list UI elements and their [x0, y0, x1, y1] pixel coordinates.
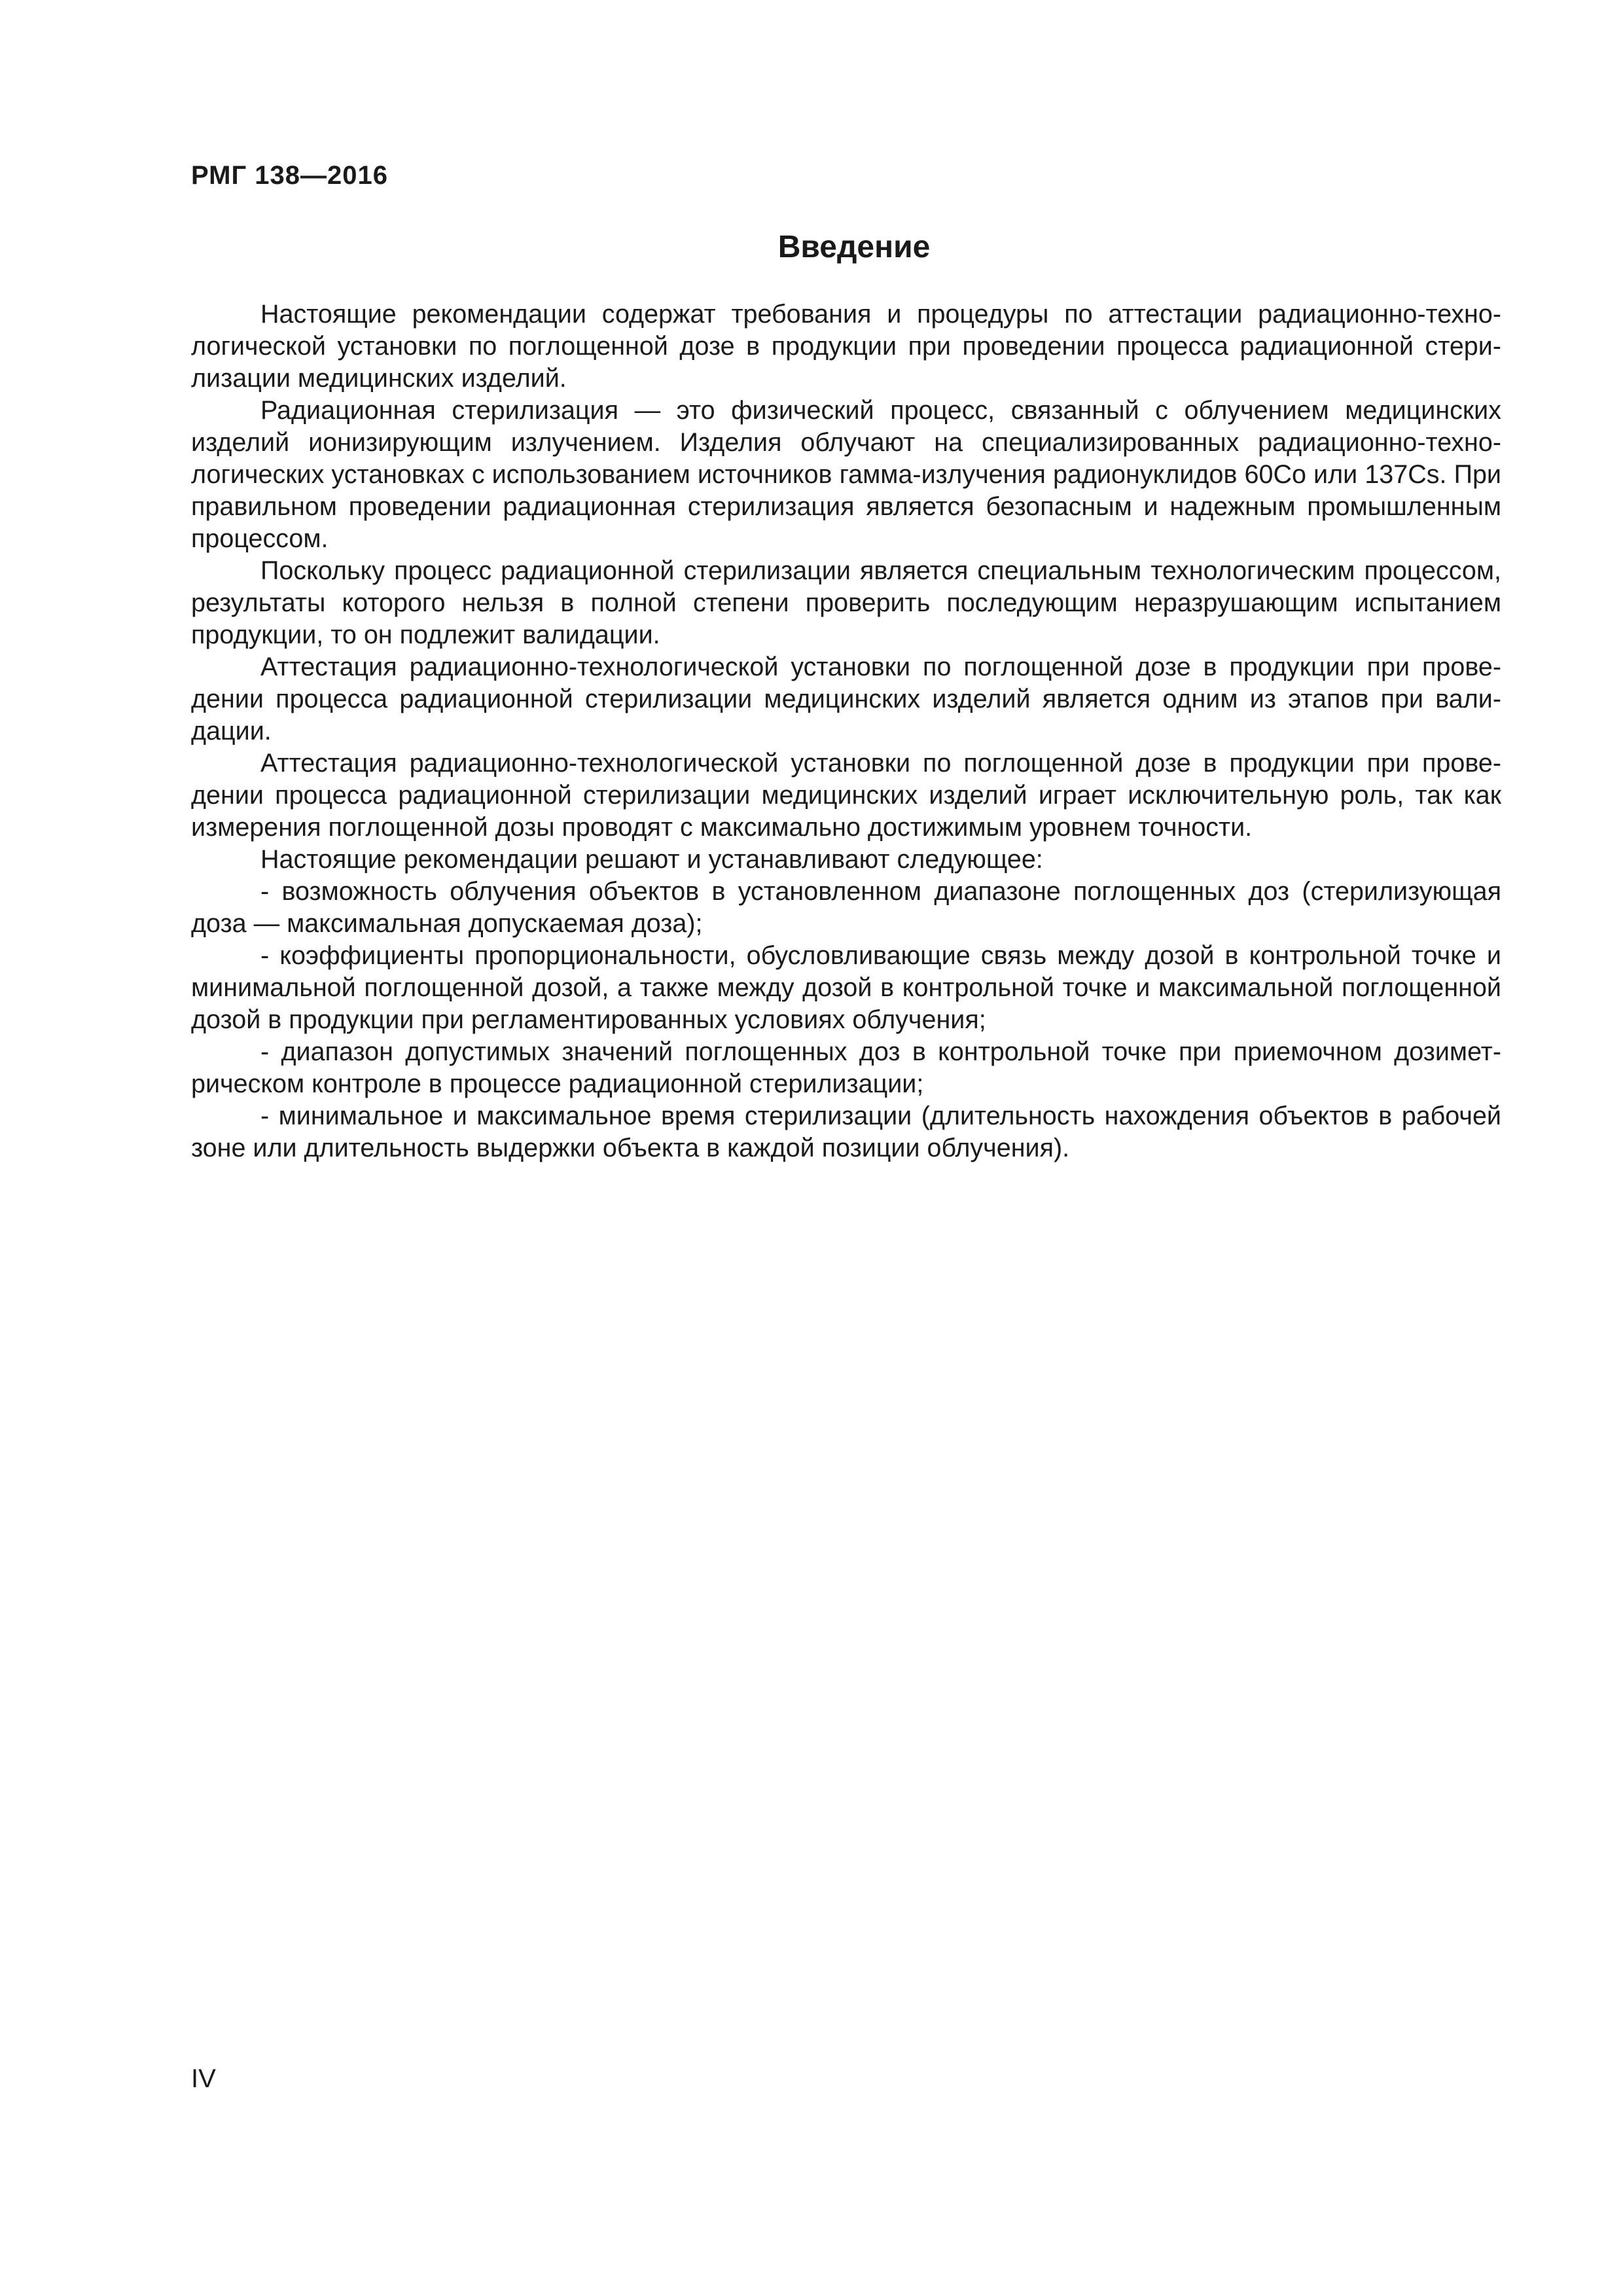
paragraph-4: Аттестация радиационно-технологической установки по поглощенной дозе в продукции при проведении процесса радиационной стерилизации медицинских изделий является одним из этапов при валидации. [191, 653, 1501, 745]
paragraph-2: Радиационная стерилизация — это физический процесс, связанный с облучением медицинских изделий ионизирующим излучением. Изделия облучают на специализированных радиационно-технологических установках с использованием источников гамма-излучения радионуклидов 60Co или 137Cs. При правильном проведении радиационная стерилизация является безопасным и надежным промышленным процессом. [191, 396, 1501, 553]
list-item-4: - минимальное и максимальное время стерилизации (длительность нахождения объектов в рабочей зоне или длительность выдержки объекта в каждой позиции облучения). [191, 1102, 1501, 1162]
body-text [191, 298, 1501, 1164]
document-header: РМГ 138—2016 [191, 161, 388, 190]
paragraph-3: Поскольку процесс радиационной стерилизации является специальным технологическим процессом, результаты которого нельзя в полной степени проверить последующим неразрушающим испытанием продукции, то он подлежит валидации. [191, 556, 1501, 649]
paragraph-5: Аттестация радиационно-технологической установки по поглощенной дозе в продукции при проведении процесса радиационной стерилизации медицинских изделий играет исключительную роль, так как измерения поглощенной дозы проводят с максимально достижимым уровнем точности. [191, 749, 1501, 842]
paragraph-6: Настоящие рекомендации решают и устанавливают следующее: [260, 845, 1043, 874]
page-number: IV [191, 2064, 216, 2093]
list-item-2: - коэффициенты пропорциональности, обусловливающие связь между дозой в контрольной точке и минимальной поглощенной дозой, а также между дозой в контрольной точке и максимальной поглощенной дозой в продукции при регламентированных условиях облучения; [191, 941, 1501, 1034]
paragraph-1: Настоящие рекомендации содержат требования и процедуры по аттестации радиационно-технологической установки по поглощенной дозе в продукции при проведении процесса радиационной стерилизации медицинских изделий. [191, 300, 1501, 393]
list-item-1: - возможность облучения объектов в установленном диапазоне поглощенных доз (стерилизующая доза — максимальная допускаемая доза); [191, 877, 1501, 938]
section-title: Введение [777, 230, 931, 264]
list-item-3: - диапазон допустимых значений поглощенных доз в контрольной точке при приемочном дозиметрическом контроле в процессе радиационной стерилизации; [191, 1037, 1501, 1098]
